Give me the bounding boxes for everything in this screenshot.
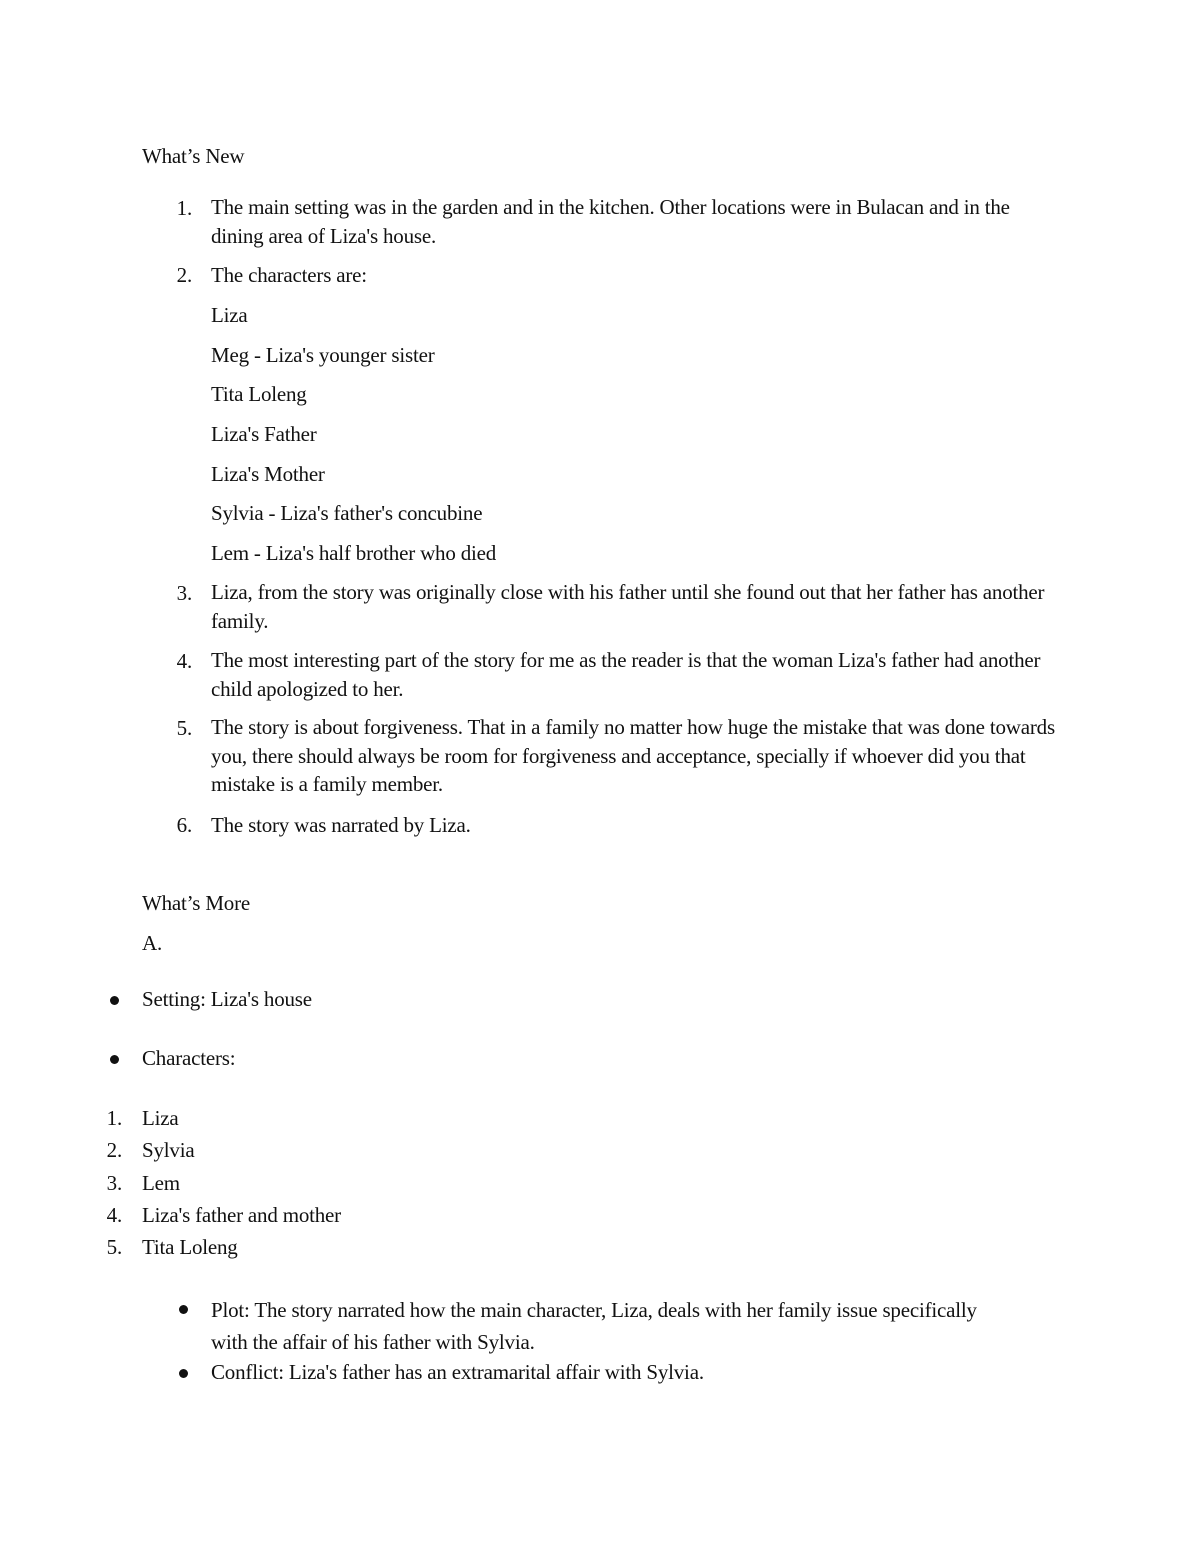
character-entry: Tita Loleng [211, 382, 307, 406]
whats-new-item-5: The story is about forgiveness. That in a family no matter how huge the mistake that was done towards you, there should always be room for forgiveness and acceptance, specially if whoever did you that mistake is a family member. [211, 715, 1055, 796]
bullet-icon [179, 1305, 188, 1314]
character-list-item: Liza [142, 1106, 179, 1130]
item-number: 3. [176, 581, 192, 605]
item-number: 6. [176, 813, 192, 837]
character-entry: Liza's Father [211, 422, 317, 446]
bullet-icon [110, 996, 119, 1005]
character-list-item: Sylvia [142, 1138, 195, 1162]
whats-new-item-1: The main setting was in the garden and in the kitchen. Other locations were in Bulacan and in the dining area of Liza's house. [211, 195, 1010, 248]
item-number: 5. [106, 1235, 122, 1259]
setting-line: Setting: Liza's house [142, 987, 312, 1011]
bullet-icon [110, 1055, 119, 1064]
characters-label: Characters: [142, 1046, 236, 1070]
whats-new-item-3: Liza, from the story was originally close with his father until she found out that her father has another family. [211, 580, 1045, 633]
bullet-icon [179, 1369, 188, 1378]
character-list-item: Liza's father and mother [142, 1203, 341, 1227]
whats-new-heading: What’s New [142, 144, 245, 168]
character-entry: Meg - Liza's younger sister [211, 343, 435, 367]
whats-more-heading: What’s More [142, 891, 251, 915]
whats-new-item-6: The story was narrated by Liza. [211, 813, 471, 837]
section-label: A. [142, 931, 163, 955]
item-number: 2. [176, 263, 192, 287]
item-number: 2. [106, 1138, 122, 1162]
character-entry: Sylvia - Liza's father's concubine [211, 501, 483, 525]
item-number: 4. [106, 1203, 122, 1227]
whats-new-item-2: The characters are: [211, 263, 367, 287]
character-entry: Liza [211, 303, 248, 327]
character-entry: Lem - Liza's half brother who died [211, 541, 497, 565]
item-number: 4. [176, 649, 192, 673]
item-number: 3. [106, 1171, 122, 1195]
character-list-item: Lem [142, 1171, 180, 1195]
character-entry: Liza's Mother [211, 462, 325, 486]
character-list-item: Tita Loleng [142, 1235, 238, 1259]
conflict-line: Conflict: Liza's father has an extramarital affair with Sylvia. [211, 1360, 704, 1384]
plot-line: Plot: The story narrated how the main character, Liza, deals with her family issue specifically with the affair of his father with Sylvia. [211, 1298, 977, 1354]
item-number: 5. [176, 716, 192, 740]
whats-new-item-4: The most interesting part of the story for me as the reader is that the woman Liza's father had another child apologized to her. [211, 648, 1041, 701]
item-number: 1. [176, 196, 192, 220]
item-number: 1. [106, 1106, 122, 1130]
